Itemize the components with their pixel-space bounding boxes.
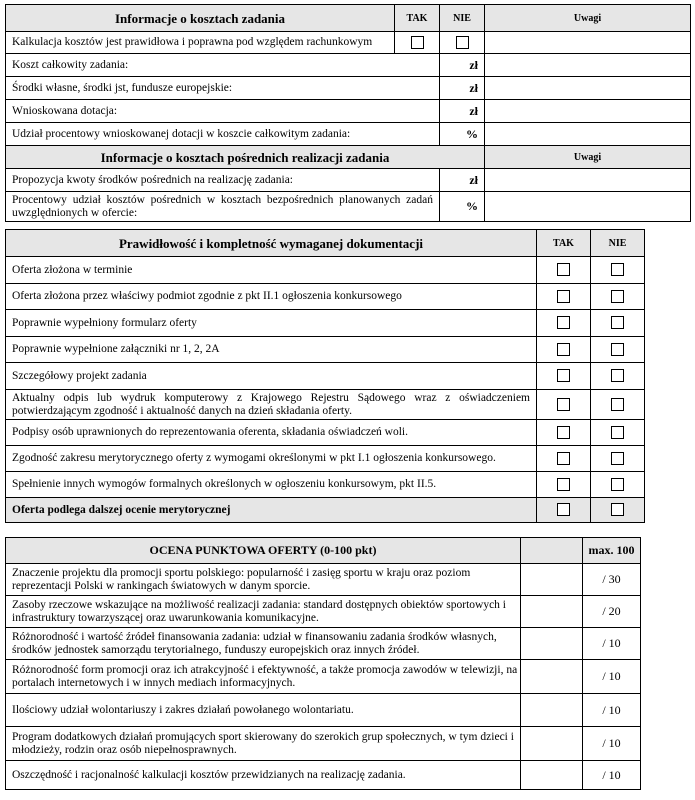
docs-nie-cell [591, 446, 645, 472]
indirect-share-label: Procentowy udział kosztów pośrednich w kosztach bezpośrednich planowanych zadań uwzględnionych w ofercie: [6, 192, 440, 222]
docs-tak-cell [537, 420, 591, 446]
docs-row-label: Oferta złożona przez właściwy podmiot zgodnie z pkt II.1 ogłoszenia konkursowego [6, 284, 537, 310]
docs-tak-cell [537, 390, 591, 420]
docs-row-label: Oferta złożona w terminie [6, 257, 537, 284]
total-cost-field[interactable] [485, 54, 691, 77]
indirect-costs-header: Informacje o kosztach pośrednich realizacji zadania [6, 146, 485, 169]
docs-nie-cell [591, 337, 645, 363]
indirect-uwagi-header: Uwagi [485, 146, 691, 169]
further-evaluation-label: Oferta podlega dalszej ocenie merytorycznej [6, 498, 537, 523]
docs-row-label: Szczegółowy projekt zadania [6, 363, 537, 390]
calc-tak-checkbox[interactable] [411, 36, 424, 49]
documentation-table [5, 229, 645, 523]
uwagi-header: Uwagi [485, 5, 691, 32]
docs-row-label: Poprawnie wypełniony formularz oferty [6, 310, 537, 337]
docs-row-nie-checkbox[interactable] [611, 398, 624, 411]
score-max-header: max. 100 [583, 538, 641, 564]
calc-nie-cell [440, 32, 485, 54]
calc-tak-cell [395, 32, 440, 54]
docs-nie-cell [591, 284, 645, 310]
indirect-share-field[interactable] [485, 192, 691, 222]
docs-tak-cell [537, 363, 591, 390]
requested-grant-unit: zł [440, 100, 485, 123]
grant-share-label: Udział procentowy wnioskowanej dotacji w koszcie całkowitym zadania: [6, 123, 440, 146]
max-points: / 30 [583, 564, 641, 596]
docs-row-tak-checkbox[interactable] [557, 452, 570, 465]
docs-row-label: Zgodność zakresu merytorycznego oferty z wymogami określonymi w pkt I.1 ogłoszenia konkursowego. [6, 446, 537, 472]
score-blank-header [521, 538, 583, 564]
docs-row-tak-checkbox[interactable] [557, 369, 570, 382]
grant-share-field[interactable] [485, 123, 691, 146]
costs-header: Informacje o kosztach zadania [6, 5, 395, 32]
docs-row-label: Poprawnie wypełnione załączniki nr 1, 2, 2A [6, 337, 537, 363]
docs-nie-cell [591, 420, 645, 446]
calc-correct-label: Kalkulacja kosztów jest prawidłowa i poprawna pod względem rachunkowym [6, 32, 395, 54]
docs-row-nie-checkbox[interactable] [611, 290, 624, 303]
score-input[interactable] [521, 761, 583, 790]
score-input[interactable] [521, 564, 583, 596]
score-input[interactable] [521, 596, 583, 628]
docs-row-tak-checkbox[interactable] [557, 263, 570, 276]
indirect-amount-field[interactable] [485, 169, 691, 192]
docs-row-nie-checkbox[interactable] [611, 452, 624, 465]
docs-row-nie-checkbox[interactable] [611, 478, 624, 491]
indirect-share-unit: % [440, 192, 485, 222]
criterion-label: Zasoby rzeczowe wskazujące na możliwość realizacji zadania: standard dostępnych obiektów sportowych i infrastruktury towarzyszącej oraz uwarunkowania komunikacyjne. [6, 596, 521, 628]
final-nie-cell [591, 498, 645, 523]
docs-tak-cell [537, 310, 591, 337]
score-input[interactable] [521, 694, 583, 727]
docs-tak-cell [537, 472, 591, 498]
docs-row-nie-checkbox[interactable] [611, 426, 624, 439]
max-points: / 10 [583, 727, 641, 761]
docs-tak-header: TAK [537, 230, 591, 257]
docs-row-tak-checkbox[interactable] [557, 478, 570, 491]
further-evaluation-tak-checkbox[interactable] [557, 503, 570, 516]
docs-tak-cell [537, 257, 591, 284]
docs-row-nie-checkbox[interactable] [611, 263, 624, 276]
own-funds-label: Środki własne, środki jst, fundusze europejskie: [6, 77, 440, 100]
criterion-label: Program dodatkowych działań promujących sport skierowany do szerokich grup społecznych, w tym dzieci i młodzieży, rodzin oraz osób niepełnosprawnych. [6, 727, 521, 761]
docs-row-label: Podpisy osób uprawnionych do reprezentowania oferenta, składania oświadczeń woli. [6, 420, 537, 446]
docs-row-tak-checkbox[interactable] [557, 316, 570, 329]
requested-grant-label: Wnioskowana dotacja: [6, 100, 440, 123]
docs-nie-cell [591, 390, 645, 420]
docs-row-tak-checkbox[interactable] [557, 398, 570, 411]
costs-table [5, 4, 691, 222]
total-cost-unit: zł [440, 54, 485, 77]
docs-row-tak-checkbox[interactable] [557, 343, 570, 356]
grant-share-unit: % [440, 123, 485, 146]
nie-header: NIE [440, 5, 485, 32]
max-points: / 10 [583, 660, 641, 694]
docs-tak-cell [537, 337, 591, 363]
criterion-label: Różnorodność form promocji oraz ich atrakcyjność i efektywność, a także promocja zawodów w telewizji, na portalach internetowych i w innych mediach informacyjnych. [6, 660, 521, 694]
own-funds-field[interactable] [485, 77, 691, 100]
calc-nie-checkbox[interactable] [456, 36, 469, 49]
docs-nie-cell [591, 363, 645, 390]
score-table [5, 537, 641, 790]
docs-nie-cell [591, 472, 645, 498]
docs-row-label: Spełnienie innych wymogów formalnych określonych w ogłoszeniu konkursowym, pkt II.5. [6, 472, 537, 498]
docs-row-tak-checkbox[interactable] [557, 426, 570, 439]
score-header: OCENA PUNKTOWA OFERTY (0-100 pkt) [6, 538, 521, 564]
documentation-header: Prawidłowość i kompletność wymaganej dokumentacji [6, 230, 537, 257]
calc-remarks-field[interactable] [485, 32, 691, 54]
score-input[interactable] [521, 727, 583, 761]
further-evaluation-nie-checkbox[interactable] [611, 503, 624, 516]
criterion-label: Znaczenie projektu dla promocji sportu polskiego: popularność i zasięg sportu w kraju oraz poziom reprezentacji Polski w rankingach światowych w danym sporcie. [6, 564, 521, 596]
docs-row-nie-checkbox[interactable] [611, 369, 624, 382]
docs-nie-cell [591, 257, 645, 284]
docs-nie-cell [591, 310, 645, 337]
docs-nie-header: NIE [591, 230, 645, 257]
score-input[interactable] [521, 660, 583, 694]
max-points: / 10 [583, 694, 641, 727]
own-funds-unit: zł [440, 77, 485, 100]
criterion-label: Oszczędność i racjonalność kalkulacji kosztów przewidzianych na realizację zadania. [6, 761, 521, 790]
docs-row-nie-checkbox[interactable] [611, 343, 624, 356]
score-input[interactable] [521, 628, 583, 660]
indirect-amount-unit: zł [440, 169, 485, 192]
tak-header: TAK [395, 5, 440, 32]
docs-row-nie-checkbox[interactable] [611, 316, 624, 329]
criterion-label: Różnorodność i wartość źródeł finansowania zadania: udział w finansowaniu zadania środków własnych, środków jednostek samorządu terytorialnego, funduszy europejskich oraz innych źródeł. [6, 628, 521, 660]
max-points: / 10 [583, 628, 641, 660]
docs-tak-cell [537, 446, 591, 472]
docs-row-label: Aktualny odpis lub wydruk komputerowy z Krajowego Rejestru Sądowego wraz z oświadczeniem potwierdzającym zgodność i aktualność danych na dzień składania oferty. [6, 390, 537, 420]
total-cost-label: Koszt całkowity zadania: [6, 54, 440, 77]
requested-grant-field[interactable] [485, 100, 691, 123]
docs-tak-cell [537, 284, 591, 310]
criterion-label: Ilościowy udział wolontariuszy i zakres działań powołanego wolontariatu. [6, 694, 521, 727]
max-points: / 20 [583, 596, 641, 628]
docs-row-tak-checkbox[interactable] [557, 290, 570, 303]
max-points: / 10 [583, 761, 641, 790]
final-tak-cell [537, 498, 591, 523]
indirect-amount-label: Propozycja kwoty środków pośrednich na realizację zadania: [6, 169, 440, 192]
